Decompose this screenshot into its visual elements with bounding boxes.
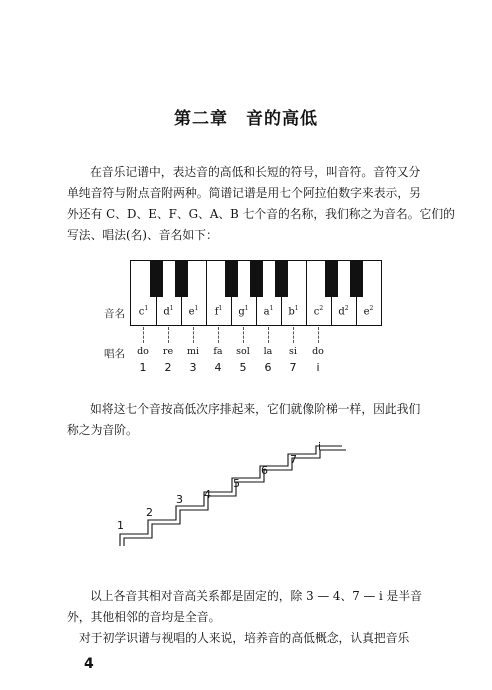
black-key bbox=[175, 261, 188, 297]
text-line: 对于初学识谱与视唱的人来说，培养音的高低概念，认真把音乐 bbox=[79, 631, 410, 645]
key-note-name: $e^1$ bbox=[188, 305, 199, 318]
stair-number: i bbox=[318, 440, 322, 453]
stair-number: 3 bbox=[176, 493, 183, 506]
key-note-name: $g^1$ bbox=[238, 305, 249, 318]
stair-number: 1 bbox=[117, 519, 124, 532]
solfege-syllable: la bbox=[263, 346, 273, 357]
solfege-syllable: sol bbox=[236, 346, 250, 357]
solfege-syllable: re bbox=[162, 346, 174, 357]
interval-paragraph bbox=[67, 586, 462, 649]
jianpu-number: 4 bbox=[214, 361, 222, 374]
black-key bbox=[275, 261, 288, 297]
solfege-syllable: do bbox=[312, 346, 324, 357]
solfege-syllable: fa bbox=[213, 346, 223, 357]
solfege-syllable: do bbox=[137, 346, 149, 357]
staircase-diagram bbox=[110, 440, 360, 550]
key-note-name: $f^1$ bbox=[214, 305, 223, 318]
intro-paragraph bbox=[67, 162, 462, 246]
solfege-syllable: si bbox=[289, 346, 297, 357]
note-name-label: 音名 bbox=[104, 308, 125, 320]
black-key bbox=[325, 261, 338, 297]
piano-keyboard bbox=[130, 260, 382, 326]
key-note-name: $b^1$ bbox=[288, 305, 299, 318]
scale-paragraph bbox=[67, 399, 462, 441]
text-line: 外，其他相邻的音均是全音。 bbox=[67, 610, 221, 624]
stair-number: 5 bbox=[233, 477, 240, 490]
jianpu-number: 2 bbox=[164, 361, 172, 374]
key-note-name: $e^2$ bbox=[363, 305, 374, 318]
key-note-name: $c^1$ bbox=[138, 305, 149, 318]
stair-number: 4 bbox=[204, 488, 211, 501]
solfege-syllable: mi bbox=[186, 346, 200, 357]
solfege-label: 唱名 bbox=[104, 348, 125, 360]
key-note-name: $a^1$ bbox=[263, 305, 274, 318]
stair-number: 6 bbox=[261, 464, 268, 477]
key-note-name: $d^2$ bbox=[338, 305, 349, 318]
jianpu-number: i bbox=[316, 361, 320, 374]
black-key bbox=[250, 261, 263, 297]
key-note-name: $c^2$ bbox=[313, 305, 324, 318]
chapter-title: 第二章 音的高低 bbox=[174, 109, 318, 129]
black-key bbox=[350, 261, 363, 297]
stair-number: 7 bbox=[290, 453, 297, 466]
jianpu-number: 1 bbox=[139, 361, 147, 374]
text-line: 写法、唱法(名)、音名如下： bbox=[67, 228, 218, 242]
key-note-name: $d^1$ bbox=[163, 305, 174, 318]
jianpu-number: 6 bbox=[264, 361, 272, 374]
jianpu-number: 3 bbox=[189, 361, 197, 374]
jianpu-number: 7 bbox=[289, 361, 297, 374]
text-line: 如将这七个音按高低次序排起来，它们就像阶梯一样，因此我们 bbox=[90, 402, 421, 416]
jianpu-number: 5 bbox=[239, 361, 247, 374]
black-key bbox=[225, 261, 238, 297]
text-line: 称之为音阶。 bbox=[67, 423, 138, 437]
black-key bbox=[150, 261, 163, 297]
text-line: 在音乐记谱中，表达音的高低和长短的符号，叫音符。音符又分 bbox=[90, 165, 421, 179]
text-line: 以上各音其相对音高关系都是固定的，除 3 — 4、7 — i 是半音 bbox=[90, 589, 422, 603]
text-line: 单纯音符与附点音附两种。简谱记谱是用七个阿拉伯数字来表示，另 bbox=[67, 186, 421, 200]
stair-number: 2 bbox=[146, 506, 153, 519]
text-line: 外还有 C、D、E、F、G、A、B 七个音的名称，我们称之为音名。它们的 bbox=[67, 207, 455, 221]
page-number: 4 bbox=[84, 656, 94, 672]
